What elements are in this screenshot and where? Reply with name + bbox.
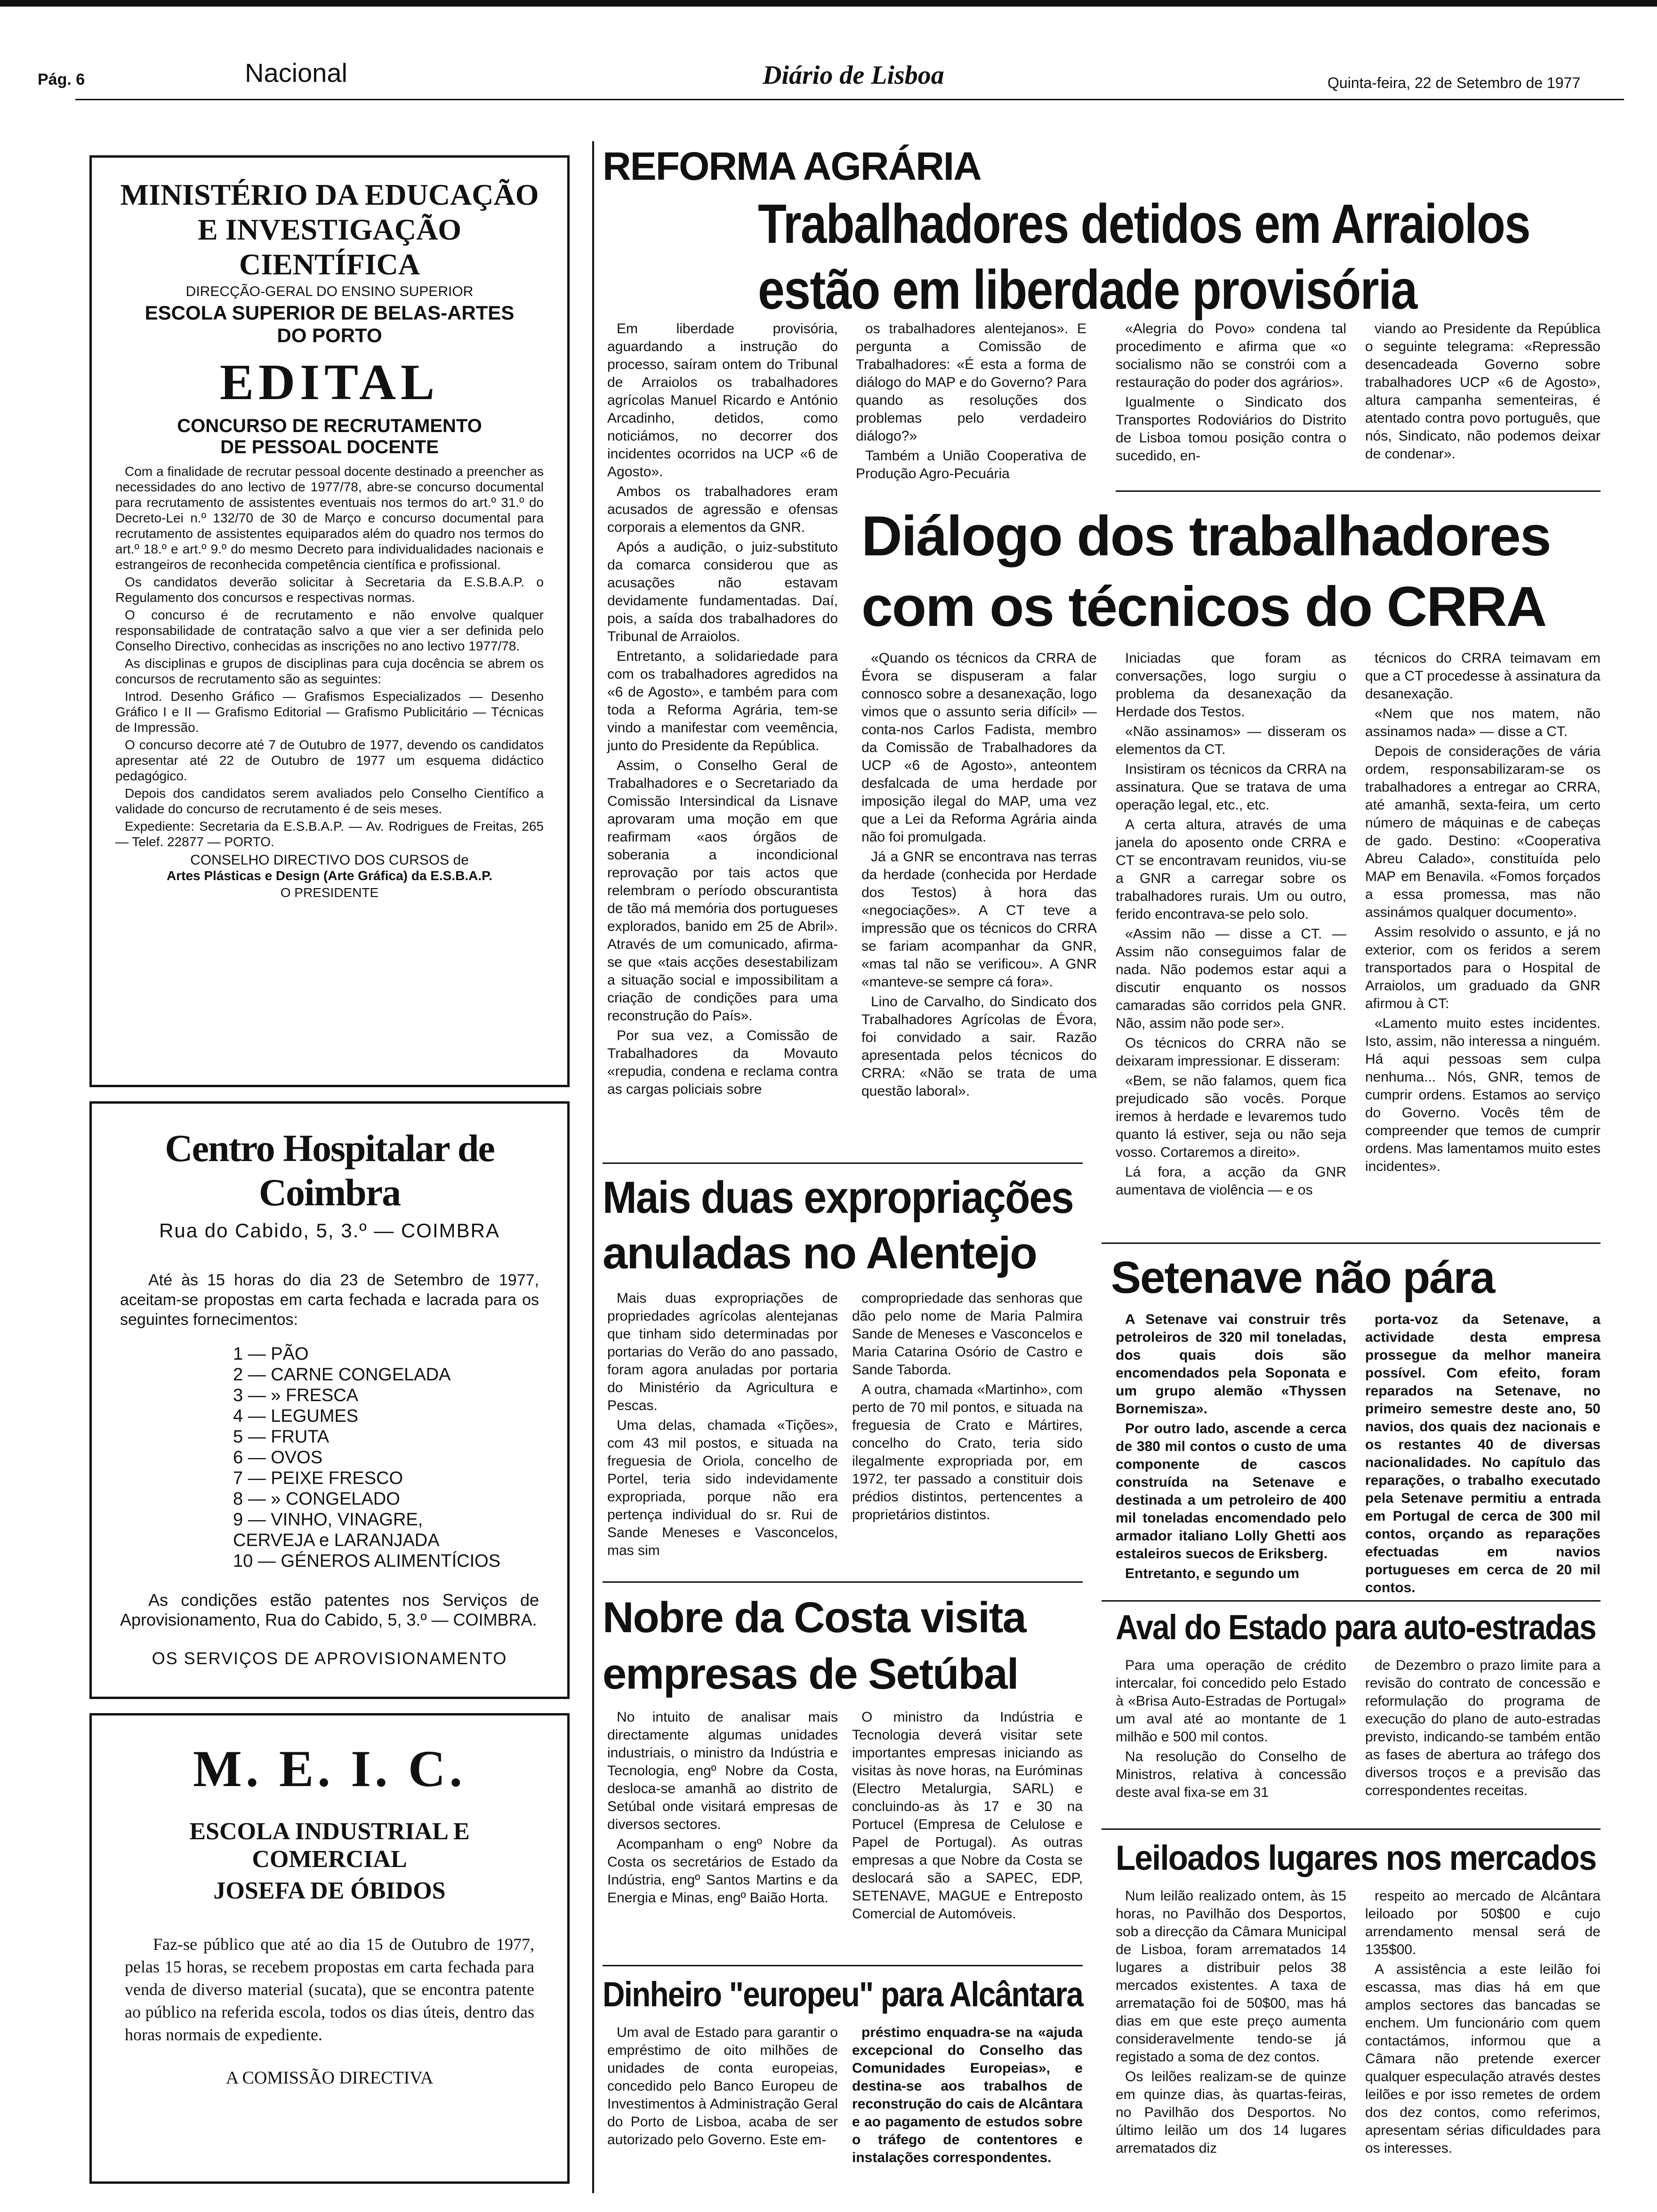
section-rule — [603, 1581, 1083, 1583]
nobre-col1 — [607, 1708, 838, 1909]
list-item: 7 — PEIXE FRESCO — [233, 1468, 403, 1488]
list-item: 8 — » CONGELADO — [233, 1489, 400, 1509]
paragraph: «Quando os técnicos da CRRA de Évora se dispuseram a falar connosco sobre a desanexação, logo vimos que o assunto seria difícil» — conta-nos Carlos Fadista, membro da Comissão de Trabalhadores da UCP «6 de Agosto», anteontem desfalcada de uma herdade por imposição ilegal do MAP, uma vez que a Lei da Reforma Agrária ainda não foi promulgada. — [861, 650, 1097, 845]
section-rule — [1102, 1242, 1601, 1244]
section-rule — [1102, 1828, 1601, 1830]
headline: Leiloados lugares nos mercados — [1116, 1838, 1596, 1877]
paragraph: A assistência a este leilão foi escassa, mas dias há em que amplos sectores das bancadas se enchem. Um funcionário com quem contactámos, informou que a Câmara não pretende exercer qualquer especulação através destes leilões e por isso remetes de ordem dos dez contos, como referimos, apresentam sérias dificuldades para os interesses. — [1365, 1962, 1601, 2156]
paragraph: Mais duas expropriações de propriedades agrícolas alentejanas que tinham sido determinadas por portarias do Verão do ano passado, foram agora anuladas por portaria do Ministério da Agricultura e Pescas. — [607, 1290, 838, 1413]
paragraph: Acompanham o engº Nobre da Costa os secretários de Estado da Indústria, engº Santos Martins e da Energia e Minas, engº Baião Horta. — [607, 1836, 838, 1906]
paragraph: A Setenave vai construir três petroleiros de 320 mil toneladas, dos quais dois são encomendados pela Soponata e um grupo alemão «Thyssen Bornemisza». — [1116, 1312, 1346, 1417]
top-border — [0, 0, 1657, 7]
reforma-col4 — [1365, 320, 1601, 465]
edital-footer1: CONSELHO DIRECTIVO DOS CURSOS de — [190, 852, 469, 868]
list-item: 3 — » FRESCA — [233, 1386, 359, 1405]
meic-footer: A COMISSÃO DIRECTIVA — [225, 2068, 434, 2088]
reforma-col2 — [856, 320, 1086, 485]
paragraph: Insistiram os técnicos da CRRA na assinatura. Que se tratava de uma operação legal, etc., etc. — [1116, 761, 1346, 813]
paragraph: Um aval de Estado para garantir o empréstimo de oito milhões de unidades de conta europeias, concedido pelo Banco Europeu de Investimentos à Administração Geral do Porto de Lisboa, acaba de ser autorizado pelo Governo. Este em- — [607, 2025, 838, 2148]
paragraph: Também a União Cooperativa de Produção Agro-Pecuária — [856, 448, 1086, 481]
hospital-title: Centro Hospitalar de Coimbra — [165, 1127, 494, 1214]
dialogo-col1 — [861, 649, 1097, 1102]
section-rule — [1116, 490, 1601, 492]
meic-body: Faz-se público que até ao dia 15 de Outubro de 1977, pelas 15 horas, se recebem propostas em carta fechada para venda de diverso material (sucata), que se encontra patente ao público na referida escola, todos os dias úteis, dentro das horas normais de expediente. — [125, 1935, 534, 2044]
ad-ministerio-line2: E INVESTIGAÇÃO CIENTÍFICA — [197, 213, 462, 281]
dinheiro-col2 — [852, 2024, 1083, 2169]
hospital-address: Rua do Cabido, 5, 3.º — COIMBRA — [159, 1219, 500, 1242]
paragraph: Uma delas, chamada «Tições», com 43 mil postos, e situada na freguesia de Oriola, concelho de Portel, teria sido indevidamente expropriada, porque não era pertença individual do sr. Rui de Sande Meneses e Vasconcelos, mas sim — [607, 1418, 838, 1558]
paragraph: Ambos os trabalhadores eram acusados de agressão e ofensas corporais a elementos da GNR. — [607, 484, 838, 535]
paragraph: «Não assinamos» — disseram os elementos da CT. — [1116, 724, 1346, 757]
paragraph: porta-voz da Setenave, a actividade desta empresa prossegue da melhor maneira possível. Com efeito, foram reparados na Setenave, no primeiro semestre deste ano, 50 navios, dos quais dez nacionais e os restantes 40 de diversas nacionalidades. No capítulo das reparações, o trabalho executado pela Setenave permitiu a entrada em Portugal de cerca de 300 mil contos, orçando as reparações efectuadas em navios portugueses em cerca de 20 mil contos. — [1365, 1312, 1601, 1595]
column-divider — [592, 141, 594, 2193]
edital-subtitle1: CONCURSO DE RECRUTAMENTO — [177, 416, 482, 436]
section-rule — [603, 1965, 1083, 1966]
edital-title: EDITAL — [219, 354, 440, 410]
headline: com os técnicos do CRRA — [861, 575, 1546, 638]
paragraph: Já a GNR se encontrava nas terras da herdade (conhecida por Herdade dos Testos) à hora das «negociações». A CT teve a impressão que os técnicos do CRRA se fariam acompanhar da GNR, «mas tal não se verificou». A GNR «manteve-se sempre cá fora». — [861, 849, 1097, 990]
edital-footer2: Artes Plásticas e Design (Arte Gráfica) da E.S.B.A.P. — [167, 868, 492, 883]
paragraph: respeito ao mercado de Alcântara leiloado por 50$00 e cujo arrendamento mensal será de 135$00. — [1365, 1888, 1601, 1957]
edital-paragraph: Expediente: Secretaria da E.S.B.A.P. — Av. Rodrigues de Freitas, 265 — Telef. 22877 — PORTO. — [115, 819, 544, 849]
paragraph: A outra, chamada «Martinho», com perto de 70 mil pontos, e situada na freguesia de Crato e Mártires, concelho do Crato, teria sido ilegalmente expropriada por, em 1972, ter passado a constituir dois prédios distintos, pertencentes a proprietários distintos. — [852, 1382, 1083, 1523]
kicker: REFORMA AGRÁRIA — [603, 144, 981, 188]
hospital-footer: OS SERVIÇOS DE APROVISIONAMENTO — [152, 1649, 507, 1668]
list-item: 2 — CARNE CONGELADA — [233, 1365, 451, 1385]
dialogo-headline-1 — [861, 504, 1568, 568]
dinheiro-col1 — [607, 2024, 838, 2151]
paragraph: «Alegria do Povo» condena tal procedimento e afirma que «o socialismo não se constrói com a restauração do poder dos agrários». — [1116, 321, 1346, 390]
headline: Nobre da Costa visita — [603, 1594, 1026, 1642]
dialogo-col3 — [1365, 649, 1601, 1178]
paragraph: Assim resolvido o assunto, e já no exterior, com os feridos a serem transportados para o Hospital de Arraiolos, um graduado da GNR afirmou à CT: — [1365, 924, 1601, 1011]
leiloados-headline — [1116, 1838, 1596, 1875]
masthead: Diário de Lisboa — [763, 61, 944, 90]
paragraph: Após a audição, o juiz-substituto da comarca considerou que as acusações não estavam devidamente fundamentadas. Daí, pois, a saída dos trabalhadores do Tribunal de Arraiolos. — [607, 539, 838, 644]
reforma-col1 — [607, 320, 838, 1100]
expropriacoes-col2 — [852, 1290, 1083, 1526]
leiloados-col2 — [1365, 1887, 1601, 2159]
hospital-conditions: As condições estão patentes nos Serviços de Aprovisionamento, Rua do Cabido, 5, 3.º — COIMBRA. — [120, 1590, 539, 1629]
paragraph: Para uma operação de crédito intercalar, foi concedido pelo Estado à «Brisa Auto-Estradas de Portugal» um aval até ao montante de 1 milhão e 500 mil contos. — [1116, 1658, 1346, 1745]
reforma-headline-1 — [758, 192, 1530, 255]
reforma-col3 — [1116, 320, 1346, 467]
headline: Diálogo dos trabalhadores — [861, 505, 1551, 568]
ad-meic — [89, 1713, 570, 2184]
edital-paragraph: Depois dos candidatos serem avaliados pelo Conselho Científico a validade do concurso de recrutamento é de seis meses. — [115, 786, 544, 816]
reforma-headline-2 — [758, 258, 1417, 321]
setenave-col2 — [1365, 1311, 1601, 1599]
headline: Aval do Estado para auto-estradas — [1116, 1608, 1596, 1647]
setenave-col1 — [1116, 1311, 1346, 1585]
headline: Trabalhadores detidos em Arraiolos — [758, 193, 1530, 255]
dinheiro-headline — [603, 1974, 1083, 2012]
paragraph: Igualmente o Sindicato dos Transportes Rodoviários do Distrito de Lisboa tomou posição contra o sucedido, en- — [1116, 394, 1346, 464]
article-reforma-kicker — [603, 144, 1026, 186]
paragraph: «Lamento muito estes incidentes. Isto, assim, não interessa a ninguém. Há aqui pessoas sem culpa nenhuma... Nós, GNR, temos de cumprir ordens. Estamos ao serviço do Governo. Vocês têm de compreender que temos de cumprir ordens. Mas lamentamos muito estes incidentes». — [1365, 1016, 1601, 1174]
ad-hospital — [89, 1101, 570, 1699]
headline: Dinheiro "europeu" para Alcântara — [603, 1975, 1083, 2014]
aval-col1 — [1116, 1657, 1346, 1803]
paragraph: Lá fora, a acção da GNR aumentava de violência — e os — [1116, 1164, 1346, 1198]
nobre-col2 — [852, 1708, 1083, 1925]
headline: Setenave não pára — [1111, 1252, 1495, 1303]
paragraph: os trabalhadores alentejanos». E pergunta a Comissão de Trabalhadores: «É esta a forma de diálogo do MAP e do Governo? Para quando as resoluções dos problemas pelo verdadeiro diálogo?» — [856, 321, 1086, 444]
paragraph: préstimo enquadra-se na «ajuda excepcional do Conselho das Comunidades Europeias», e destina-se aos trabalhos de reconstrução do cais de Alcântara e ao pagamento de estudos sobre o tráfego de contentores e instalações correspondentes. — [852, 2025, 1083, 2165]
paragraph: técnicos do CRRA teimavam em que a CT procedesse à assinatura da desanexação. — [1365, 650, 1601, 702]
dialogo-col2 — [1116, 649, 1346, 1201]
expropriacoes-headline-2 — [603, 1227, 1073, 1278]
paragraph: «Nem que nos matem, não assinamos nada» — disse a CT. — [1365, 706, 1601, 739]
edital-subtitle2: DE PESSOAL DOCENTE — [220, 437, 439, 457]
leiloados-col1 — [1116, 1887, 1346, 2159]
edital-paragraph: O concurso decorre até 7 de Outubro de 1977, devendo os candidatos apresentar até 22 de Outubro de 1977 um esquema didáctico pedagógico. — [115, 737, 544, 783]
ad-ministerio-line4: ESCOLA SUPERIOR DE BELAS-ARTES — [145, 302, 515, 324]
dialogo-headline-2 — [861, 574, 1568, 638]
expropriacoes-col1 — [607, 1290, 838, 1562]
paragraph: Entretanto, e segundo um — [1125, 1566, 1300, 1581]
list-item: 9 — VINHO, VINAGRE, CERVEJA e LARANJADA — [233, 1510, 440, 1550]
meic-line1: ESCOLA INDUSTRIAL E COMERCIAL — [189, 1818, 470, 1873]
nobre-headline-2 — [603, 1650, 1073, 1697]
nobre-headline-1 — [603, 1593, 1073, 1640]
paragraph: «Assim não — disse a CT. — Assim não conseguimos falar de nada. Não podemos estar aqui a discutir enquanto os nossos camaradas são corridos pela GNR. Não, assim não pode ser». — [1116, 926, 1346, 1031]
paragraph: Por sua vez, a Comissão de Trabalhadores da Movauto «repudia, condena e reclama contra as cargas policiais sobre — [607, 1028, 838, 1097]
paragraph: Entretanto, a solidariedade para com os trabalhadores agredidos na «6 de Agosto», e também para com toda a Reforma Agrária, tem-se vindo a manifestar com veemência, junto do Presidente da República. — [607, 649, 838, 753]
expropriacoes-headline-1 — [603, 1172, 1073, 1223]
headline: empresas de Setúbal — [603, 1650, 1018, 1698]
edital-paragraph: Os candidatos deverão solicitar à Secretaria da E.S.B.A.P. o Regulamento dos concursos e respectivas normas. — [115, 575, 544, 605]
edital-paragraph: As disciplinas e grupos de disciplinas para cuja docência se abrem os concursos de recrutamento são as seguintes: — [115, 656, 544, 686]
setenave-headline — [1111, 1252, 1582, 1303]
ad-ministerio — [89, 155, 570, 1087]
headline: Mais duas expropriações — [603, 1172, 1073, 1223]
list-item: 5 — FRUTA — [233, 1427, 330, 1447]
paragraph: Em liberdade provisória, aguardando a instrução do processo, saíram ontem do Tribunal de Arraiolos os trabalhadores agrícolas Manuel Ricardo e António Arcadinho, detidos, como noticiámos, no decorrer dos incidentes ocorridos na UCP «6 de Agosto». — [607, 321, 838, 480]
header-rule — [75, 99, 1624, 100]
list-item: 10 — GÉNEROS ALIMENTÍCIOS — [233, 1551, 501, 1571]
aval-col2 — [1365, 1657, 1601, 1802]
headline: anuladas no Alentejo — [603, 1228, 1037, 1278]
meic-line2: JOSEFA DE ÓBIDOS — [213, 1877, 446, 1904]
paragraph: No intuito de analisar mais directamente algumas unidades industriais, o ministro da Indústria e Tecnologia, engº Nobre da Costa, desloca-se amanhã ao distrito de Setúbal onde visitará empresas de diversos sectores. — [607, 1709, 838, 1832]
edital-paragraph: O concurso é de recrutamento e não envolve qualquer responsabilidade de contratação salvo a que vier a ser definida pelo Conselho Directivo, conhecidas as inscrições no ano lectivo 1977/78. — [115, 608, 544, 653]
paragraph: de Dezembro o prazo limite para a revisão do contrato de concessão e reformulação do programa de execução do plano de auto-estradas previsto, indicando-se também então as fases de abertura ao tráfego dos diversos troços e a previsão das correspondentes receitas. — [1365, 1658, 1601, 1798]
paragraph: Num leilão realizado ontem, às 15 horas, no Pavilhão dos Desportos, sob a direcção da Câmara Municipal de Lisboa, foram arrematados 14 lugares a distribuir pelos 38 mercados existentes. A taxa de arrematação foi de 50$00, mas há dias em que este preço aumenta consideravelmente tendo-se já registado a soma de dez contos. — [1116, 1888, 1346, 2065]
paragraph: Os técnicos do CRRA não se deixaram impressionar. E disseram: — [1116, 1035, 1346, 1069]
hospital-items — [233, 1344, 539, 1571]
list-item: 4 — LEGUMES — [233, 1406, 359, 1426]
list-item: 1 — PÃO — [233, 1344, 309, 1364]
page-number: Pág. 6 — [38, 71, 85, 88]
section-name: Nacional — [245, 58, 347, 88]
section-rule — [1102, 1600, 1601, 1602]
paragraph: A certa altura, através de uma janela do aposento onde CRRA e CT se encontravam reunidos, viu-se a GNR a carregar sobre os trabalhadores rurais. Um ou outro, ferido encontrava-se pelo solo. — [1116, 817, 1346, 922]
paragraph: O ministro da Indústria e Tecnologia deverá visitar sete importantes empresas iniciando as visitas às nove horas, na Euróminas (Electro Metalurgia, SARL) e concluindo-as às 17 e 30 na Portucel (Empresa de Celulose e Papel de Portugal). As outras empresas a que Nobre da Costa se deslocará são a SAPEC, EDP, SETENAVE, MAGUE e Entreposto Comercial de Automóveis. — [852, 1709, 1083, 1922]
list-item: 6 — OVOS — [233, 1448, 323, 1467]
paragraph: Lino de Carvalho, do Sindicato dos Trabalhadores Agrícolas de Évora, foi convidado a sair. Razão apresentada pelos técnicos do CRRA: «Não se trata de uma questão laboral». — [861, 994, 1097, 1099]
aval-headline — [1116, 1607, 1596, 1645]
paragraph: «Bem, se não falamos, quem fica prejudicado são vocês. Porque iremos à herdade e levaremos tudo quanto lá estiver, seja ou não seja vosso. Cortaremos a direito». — [1116, 1073, 1346, 1160]
paragraph: Depois de considerações de vária ordem, responsabilizaram-se os trabalhadores a entregar ao CRRA, até amanhã, sexta-feira, um certo número de máquinas e de cabeças de gado. Destino: «Cooperativa Abreu Calado», constituída pelo MAP em Benavila. «Fomos forçados a essa promessa, mas não assinámos qualquer documento». — [1365, 744, 1601, 920]
paragraph: viando ao Presidente da República o seguinte telegrama: «Repressão desencadeada Governo sobre trabalhadores UCP «6 de Agosto», altura campanha sementeiras, é atentado contra povo português, que nós, Sindicato, não podemos deixar de condenar». — [1365, 321, 1601, 462]
paragraph: Iniciadas que foram as conversações, logo surgiu o problema da desanexação da Herdade dos Testos. — [1116, 650, 1346, 720]
edital-footer3: O PRESIDENTE — [280, 885, 379, 900]
edital-paragraph: Introd. Desenho Gráfico — Grafismos Especializados — Desenho Gráfico I e II — Grafismo Editorial — Grafismo Publicitário — Técnicas de Impressão. — [115, 689, 544, 735]
section-rule — [603, 1162, 1083, 1164]
ad-ministerio-line3: DIRECÇÃO-GERAL DO ENSINO SUPERIOR — [185, 284, 474, 299]
issue-date: Quinta-feira, 22 de Setembro de 1977 — [1327, 74, 1581, 91]
meic-title: M. E. I. C. — [193, 1740, 466, 1797]
headline: estão em liberdade provisória — [758, 259, 1417, 321]
hospital-intro: Até às 15 horas do dia 23 de Setembro de 1977, aceitam-se propostas em carta fechada e lacrada para os seguintes fornecimentos: — [120, 1271, 539, 1329]
paragraph: Assim, o Conselho Geral de Trabalhadores e o Secretariado da Comissão Intersindical da Lisnave aprovaram uma moção em que reafirmam «aos órgãos de soberania a incondicional reprovação por tais actos que relembram o período obscurantista de tão má memória dos portugueses explorados, banido em 25 de Abril». Através de um comunicado, afirma-se que «tais acções desestabilizam a situação social e impossibilitam a criação de condições para uma reconstrução do País». — [607, 758, 838, 1024]
ad-ministerio-line5: DO PORTO — [277, 324, 382, 346]
ad-ministerio-line1: MINISTÉRIO DA EDUCAÇÃO — [120, 178, 539, 211]
paragraph: Na resolução do Conselho de Ministros, relativa à concessão deste aval fixa-se em 31 — [1116, 1749, 1346, 1800]
paragraph: Os leilões realizam-se de quinze em quinze dias, às quartas-feiras, no Pavilhão dos Desportos. No último leilão um dos 14 lugares arrematados diz — [1116, 2069, 1346, 2156]
edital-paragraph: Com a finalidade de recrutar pessoal docente destinado a preencher as necessidades do ano lectivo de 1977/78, abre-se concurso documental para recrutamento de assistentes eventuais nos termos do art.º 31.º do Decreto-Lei n.º 132/70 de 30 de Março e concurso documental para recrutamento de assistentes equiparados além do quadro nos termos do art.º 18.º e art.º 9.º do mesmo Decreto para individualidades nacionais e estrangeiros de reconhecida competência científica e profissional. — [115, 464, 544, 572]
paragraph: Por outro lado, ascende a cerca de 380 mil contos o custo de uma componente de cascos construída na Setenave e destinada a um petroleiro de 400 mil toneladas encomendado pelo armador italiano Lolly Ghetti aos estaleiros suecos de Eriksberg. — [1116, 1421, 1346, 1562]
paragraph: compropriedade das senhoras que dão pelo nome de Maria Palmira Sande de Meneses e Vasconcelos e Maria Catarina Osório de Castro e Sande Taborda. — [852, 1290, 1083, 1378]
